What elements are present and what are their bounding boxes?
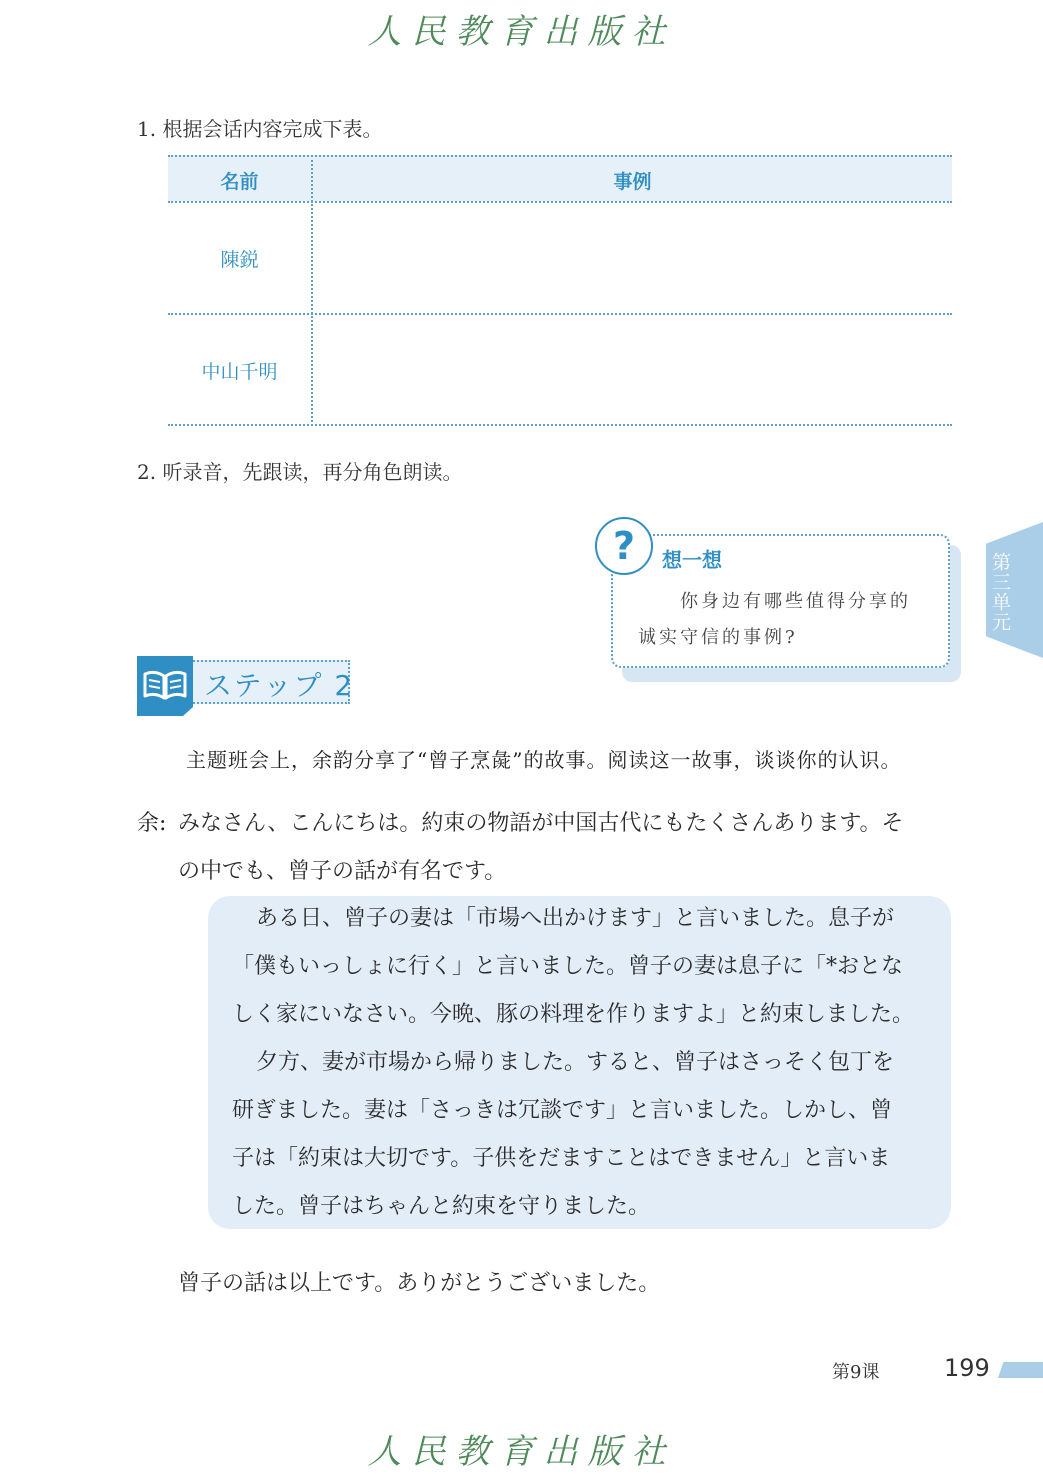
- story-line: ある日、曾子の妻は「市場へ出かけます」と言いました。息子が: [256, 906, 895, 931]
- story-line: しく家にいなさい。今晩、豚の料理を作りますよ」と約束しました。: [232, 1002, 915, 1027]
- story-line: 研ぎました。妻は「さっきは冗談です」と言いました。しかし、曾: [232, 1098, 893, 1123]
- dialogue-line-1: みなさん、こんにちは。約束の物語が中国古代にもたくさんあります。そ: [178, 811, 904, 836]
- story-line: 「僕もいっしょに行く」と言いました。曾子の妻は息子に「*おとな: [232, 954, 904, 979]
- step-icon-box: [137, 656, 193, 716]
- story-line: 子は「約束は大切です。子供をだますことはできません」と言いま: [232, 1146, 891, 1171]
- dialogue-line-2: の中でも、曾子の話が有名です。: [178, 859, 507, 884]
- story-line: 夕方、妻が市場から帰りました。すると、曾子はさっそく包丁を: [256, 1050, 895, 1075]
- table-line: [168, 424, 952, 426]
- unit-side-label: 第三单元: [989, 552, 1011, 632]
- table-line: [168, 201, 952, 203]
- exercise-2-instruction: 2. 听录音，先跟读，再分角色朗读。: [137, 460, 463, 484]
- think-line-1: 你身边有哪些值得分享的: [680, 591, 911, 612]
- table-column-divider: [311, 155, 313, 426]
- table-line: [168, 313, 952, 315]
- header-example: 事例: [613, 171, 652, 193]
- dialogue-closing: 曾子の話は以上です。ありがとうございました。: [178, 1271, 661, 1296]
- answer-table: [168, 155, 952, 426]
- step-intro: 主题班会上，余韵分享了“曾子烹彘”的故事。阅读这一故事，谈谈你的认识。: [186, 748, 902, 772]
- think-line-2: 诚实守信的事例?: [638, 627, 798, 648]
- book-icon: [137, 656, 193, 716]
- think-title: 想一想: [662, 548, 722, 572]
- row-name-nakayama: 中山千明: [201, 361, 278, 383]
- publisher-logo-bottom: 人民教育出版社: [367, 1432, 676, 1472]
- speaker-label: 余:: [137, 811, 167, 836]
- publisher-logo-top: 人民教育出版社: [367, 12, 676, 52]
- lesson-label: 第9课: [832, 1362, 880, 1383]
- page-marker-bar: [998, 1362, 1043, 1378]
- story-line: した。曾子はちゃんと約束を守りました。: [232, 1194, 651, 1219]
- table-line: [168, 155, 952, 157]
- step-title: ステップ 2: [204, 669, 355, 702]
- header-name: 名前: [220, 171, 259, 193]
- exercise-1-instruction: 1. 根据会话内容完成下表。: [137, 117, 383, 141]
- row-name-chenrui: 陳鋭: [220, 249, 259, 271]
- page-number: 199: [944, 1354, 990, 1382]
- question-mark-icon: ?: [595, 517, 653, 575]
